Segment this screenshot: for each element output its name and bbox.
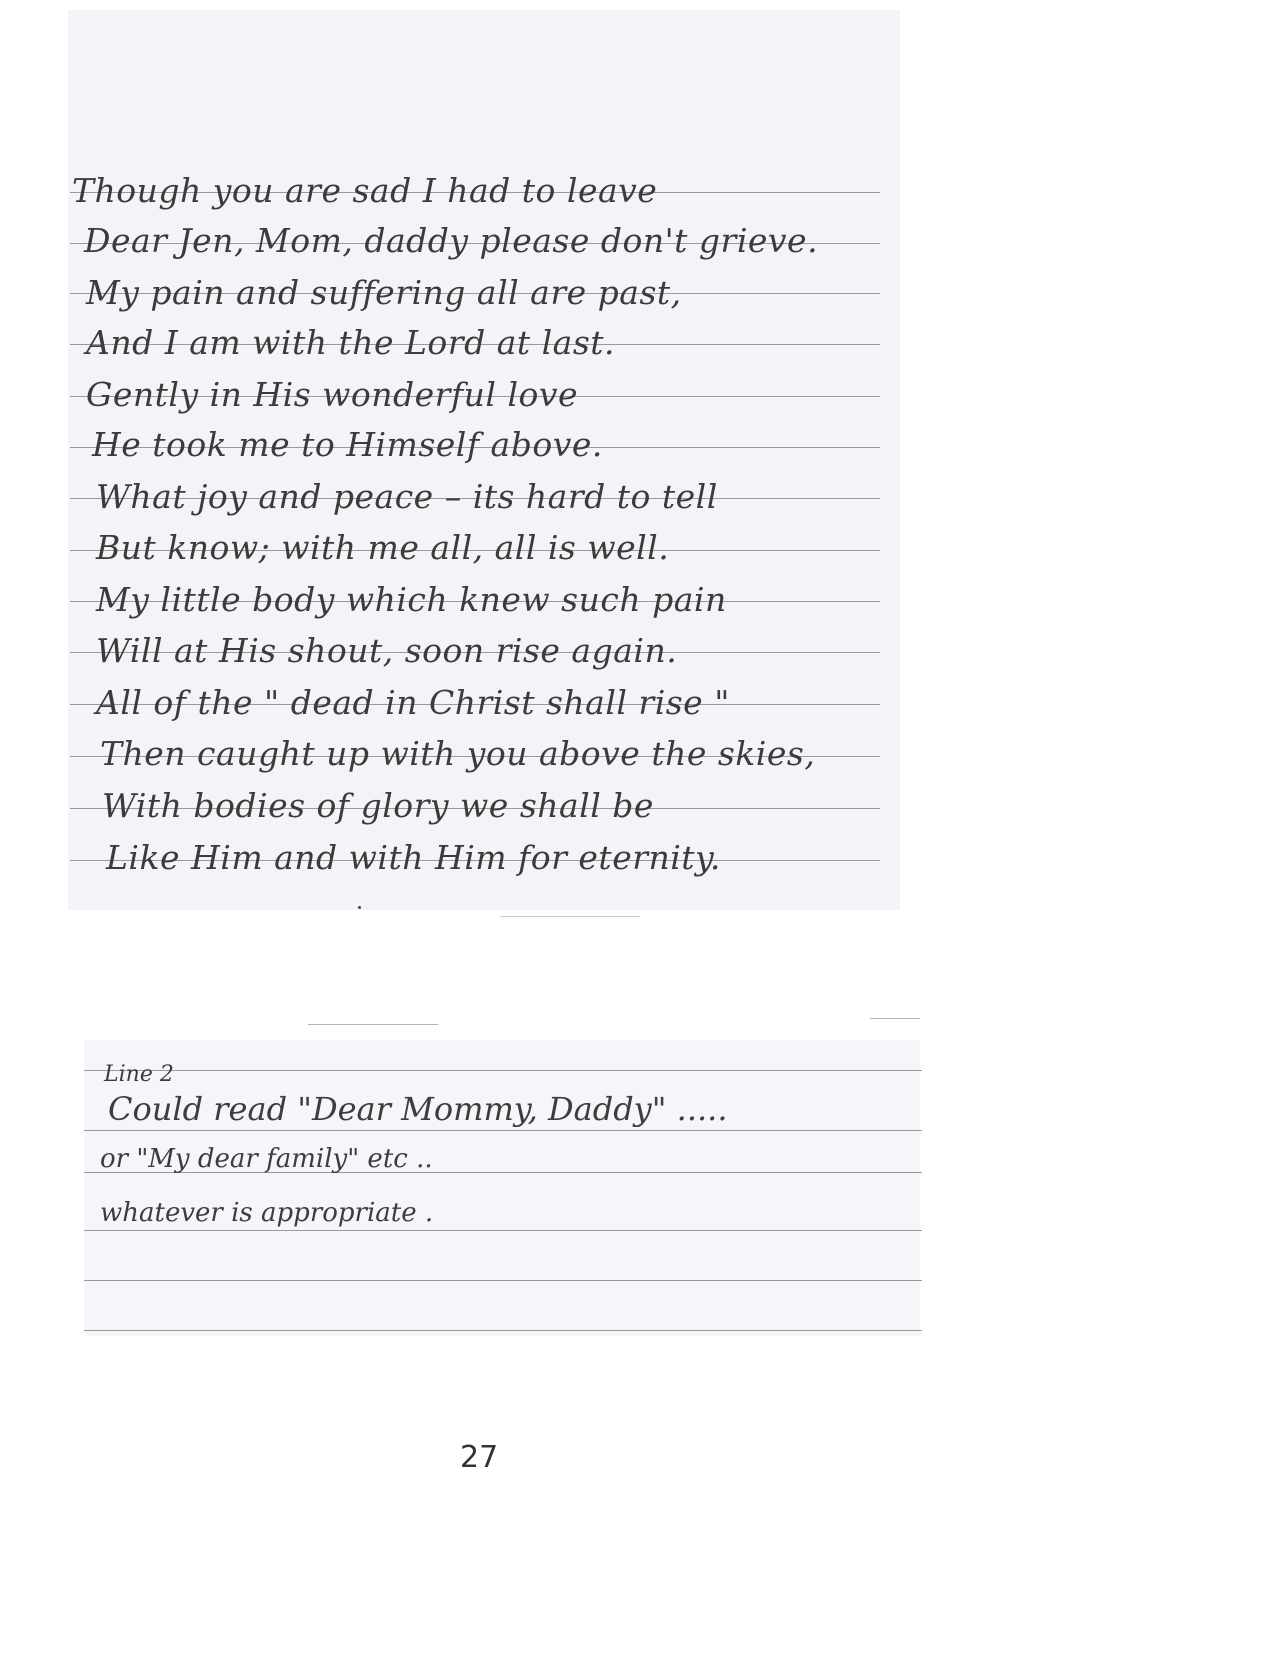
divider bbox=[500, 916, 640, 917]
poem-line: My pain and suffering all are past, bbox=[86, 273, 682, 312]
poem-line: Gently in His wonderful love bbox=[86, 375, 579, 414]
note-line: Could read "Dear Mommy, Daddy" ..... bbox=[108, 1090, 728, 1128]
divider bbox=[308, 1024, 438, 1025]
note-label: Line 2 bbox=[104, 1062, 174, 1087]
poem-line: And I am with the Lord at last. bbox=[86, 323, 616, 362]
page-number: 27 bbox=[460, 1440, 499, 1475]
divider bbox=[870, 1018, 920, 1019]
poem-line: What joy and peace – its hard to tell bbox=[96, 477, 718, 516]
poem-line: He took me to Himself above. bbox=[92, 425, 603, 464]
note bbox=[0, 1040, 1275, 1340]
note-line: or "My dear family" etc .. bbox=[100, 1144, 433, 1174]
poem-line: Like Him and with Him for eternity. bbox=[106, 838, 721, 877]
poem-line: Dear Jen, Mom, daddy please don't grieve. bbox=[84, 221, 819, 260]
poem-line: All of the " dead in Christ shall rise " bbox=[96, 683, 730, 722]
poem-line: But know; with me all, all is well. bbox=[96, 528, 670, 567]
poem-line: Though you are sad I had to leave bbox=[72, 171, 658, 210]
poem-line: Will at His shout, soon rise again. bbox=[96, 631, 678, 670]
poem-line: My little body which knew such pain bbox=[96, 580, 727, 619]
poem-line: Then caught up with you above the skies, bbox=[100, 734, 816, 773]
stray-mark bbox=[358, 906, 361, 909]
note-line: whatever is appropriate . bbox=[100, 1198, 434, 1228]
poem-line: With bodies of glory we shall be bbox=[102, 786, 654, 825]
